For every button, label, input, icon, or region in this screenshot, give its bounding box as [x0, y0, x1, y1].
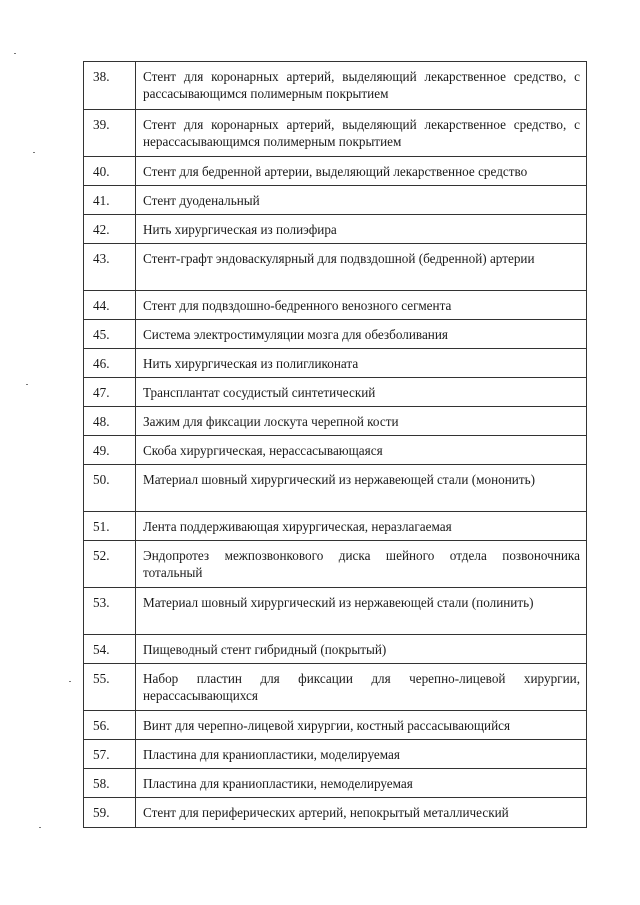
scan-speck [26, 384, 28, 385]
row-number: 49. [84, 436, 136, 465]
row-number: 50. [84, 465, 136, 512]
row-description: Стент дуоденальный [136, 186, 587, 215]
table-row [84, 62, 587, 110]
table-row [84, 436, 587, 465]
row-description: Пластина для краниопластики, немоделируемая [136, 769, 587, 798]
table-row [84, 157, 587, 186]
row-number: 45. [84, 320, 136, 349]
table-row [84, 378, 587, 407]
row-number: 41. [84, 186, 136, 215]
row-description: Пищеводный стент гибридный (покрытый) [136, 635, 587, 664]
row-number: 47. [84, 378, 136, 407]
table-row [84, 711, 587, 740]
table-row [84, 798, 587, 828]
row-number: 42. [84, 215, 136, 244]
table-row [84, 407, 587, 436]
table-row [84, 244, 587, 291]
table-row [84, 465, 587, 512]
table-row [84, 320, 587, 349]
row-number: 40. [84, 157, 136, 186]
row-number: 58. [84, 769, 136, 798]
row-number: 43. [84, 244, 136, 291]
row-description: Материал шовный хирургический из нержавеющей стали (мононить) [136, 465, 587, 512]
row-number: 52. [84, 541, 136, 588]
row-number: 46. [84, 349, 136, 378]
row-description: Стент для коронарных артерий, выделяющий лекарственное средство, с нерассасывающимся полимерным покрытием [136, 110, 587, 157]
row-number: 39. [84, 110, 136, 157]
scan-speck [69, 681, 71, 682]
table-row [84, 588, 587, 635]
table-row [84, 740, 587, 769]
row-number: 56. [84, 711, 136, 740]
table-row [84, 215, 587, 244]
row-description: Винт для черепно-лицевой хирургии, костный рассасывающийся [136, 711, 587, 740]
row-number: 55. [84, 664, 136, 711]
device-list-table [83, 61, 587, 828]
row-description: Стент для подвздошно-бедренного венозного сегмента [136, 291, 587, 320]
table-row [84, 110, 587, 157]
row-number: 57. [84, 740, 136, 769]
table-row [84, 635, 587, 664]
row-description: Стент для периферических артерий, непокрытый металлический [136, 798, 587, 828]
table-row [84, 541, 587, 588]
table-row [84, 769, 587, 798]
row-description: Лента поддерживающая хирургическая, неразлагаемая [136, 512, 587, 541]
table-row [84, 349, 587, 378]
row-number: 59. [84, 798, 136, 828]
row-description: Стент для коронарных артерий, выделяющий лекарственное средство, с рассасывающимся полимерным покрытием [136, 62, 587, 110]
scan-speck [33, 152, 35, 153]
table-row [84, 664, 587, 711]
row-description: Пластина для краниопластики, моделируемая [136, 740, 587, 769]
row-number: 48. [84, 407, 136, 436]
row-description: Скоба хирургическая, нерассасывающаяся [136, 436, 587, 465]
table-row [84, 291, 587, 320]
row-description: Нить хирургическая из полигликоната [136, 349, 587, 378]
row-number: 38. [84, 62, 136, 110]
row-description: Зажим для фиксации лоскута черепной кости [136, 407, 587, 436]
table-body [84, 62, 587, 828]
row-number: 51. [84, 512, 136, 541]
table-row [84, 186, 587, 215]
row-number: 54. [84, 635, 136, 664]
scan-speck [39, 827, 41, 828]
row-number: 53. [84, 588, 136, 635]
row-description: Нить хирургическая из полиэфира [136, 215, 587, 244]
row-description: Трансплантат сосудистый синтетический [136, 378, 587, 407]
scan-speck [14, 53, 16, 54]
row-description: Эндопротез межпозвонкового диска шейного отдела позвоночника тотальный [136, 541, 587, 588]
row-description: Стент для бедренной артерии, выделяющий лекарственное средство [136, 157, 587, 186]
row-description: Стент-графт эндоваскулярный для подвздошной (бедренной) артерии [136, 244, 587, 291]
table-row [84, 512, 587, 541]
row-description: Система электростимуляции мозга для обезболивания [136, 320, 587, 349]
row-description: Набор пластин для фиксации для черепно-лицевой хирургии, нерассасывающихся [136, 664, 587, 711]
row-description: Материал шовный хирургический из нержавеющей стали (полинить) [136, 588, 587, 635]
row-number: 44. [84, 291, 136, 320]
